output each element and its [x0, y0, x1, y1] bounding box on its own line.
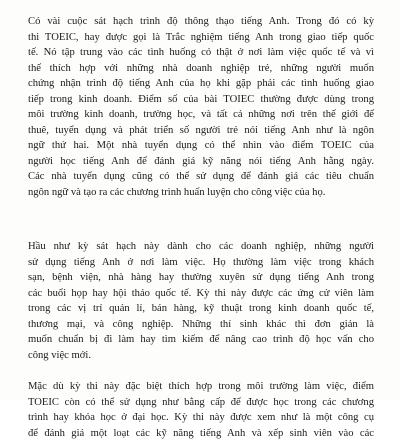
paragraph-line: muốn chuẩn bị đi làm hay tìm kiếm để nâng cao trình độ học vấn cho [28, 332, 374, 348]
paragraph-line: sử dụng tiếng Anh ở nơi làm việc. Họ thường làm việc trong khách [28, 255, 374, 271]
paragraph-line: tế. Nó tập trung vào các tình huống có thật ở nơi làm việc quốc tế và vì [28, 45, 374, 61]
paragraph-line: sạn, bệnh viện, nhà hàng hay thường xuyên sử dụng tiếng Anh trong [28, 270, 374, 286]
paragraph-line: tiếp trong kinh doanh. Điểm số của bài TOIEC thường được dùng trong [28, 92, 374, 108]
paragraph-1 [28, 14, 374, 200]
paragraph-line: thuê, tuyển dụng và phát triển số người trẻ nói tiếng Anh như là ngôn [28, 123, 374, 139]
paragraph-line: chứng nhận trình độ tiếng Anh của họ khi gặp phải các tình huống giao [28, 76, 374, 92]
paragraph-3 [28, 379, 374, 441]
paragraph-line: Mặc dù kỳ thi này đặc biệt thích hợp trong môi trường làm việc, điểm [28, 379, 374, 395]
paragraph-line: thương mại, và công nghiệp. Những thí sinh khác thì đơn giản là [28, 317, 374, 333]
paragraph-line: Các nhà tuyển dụng cũng có thể sử dụng để đánh giá các tiêu chuẩn [28, 169, 374, 185]
paragraph-2 [28, 239, 374, 363]
paragraph-line: để đánh giá một loạt các kỹ năng tiếng Anh và xếp sinh viên vào các [28, 426, 374, 441]
paragraph-line: công việc mới. [28, 348, 374, 364]
paragraph-line: thi TOEIC, hay được gọi là Trắc nghiệm tiếng Anh trong giao tiếp quốc [28, 30, 374, 46]
paragraph-line: ngôn ngữ và tạo ra các chương trình huấn luyện cho công việc của họ. [28, 185, 374, 201]
paragraph-line: TOEIC còn có thể sử dụng như bằng cấp để được học trong các chương [28, 395, 374, 411]
paragraph-line: thế thích hợp với những nhà doanh nghiệp trẻ, những người muốn [28, 61, 374, 77]
paragraph-line: trong các vị trí quản lí, bán hàng, kỹ thuật trong kinh doanh quốc tế, [28, 301, 374, 317]
paragraph-line: ngữ thứ hai. Một nhà tuyển dụng có thể nhìn vào điểm TOEIC của [28, 138, 374, 154]
paragraph-line: môi trường kinh doanh, trường học, và tất cả những nơi trên thế giới để [28, 107, 374, 123]
paragraph-line: trình hay khóa học ở đại học. Kỳ thi này được xem như là một công cụ [28, 410, 374, 426]
paragraph-line: Hầu như kỳ sát hạch này dành cho các doanh nghiệp, những người [28, 239, 374, 255]
paragraph-line: các buổi họp hay hội thảo quốc tế. Kỳ thi này được các ứng cử viên làm [28, 286, 374, 302]
paragraph-line: người học tiếng Anh để đánh giá kỹ năng nói tiếng Anh hằng ngày. [28, 154, 374, 170]
paragraph-line: Có vài cuộc sát hạch trình độ thông thạo tiếng Anh. Trong đó có kỳ [28, 14, 374, 30]
